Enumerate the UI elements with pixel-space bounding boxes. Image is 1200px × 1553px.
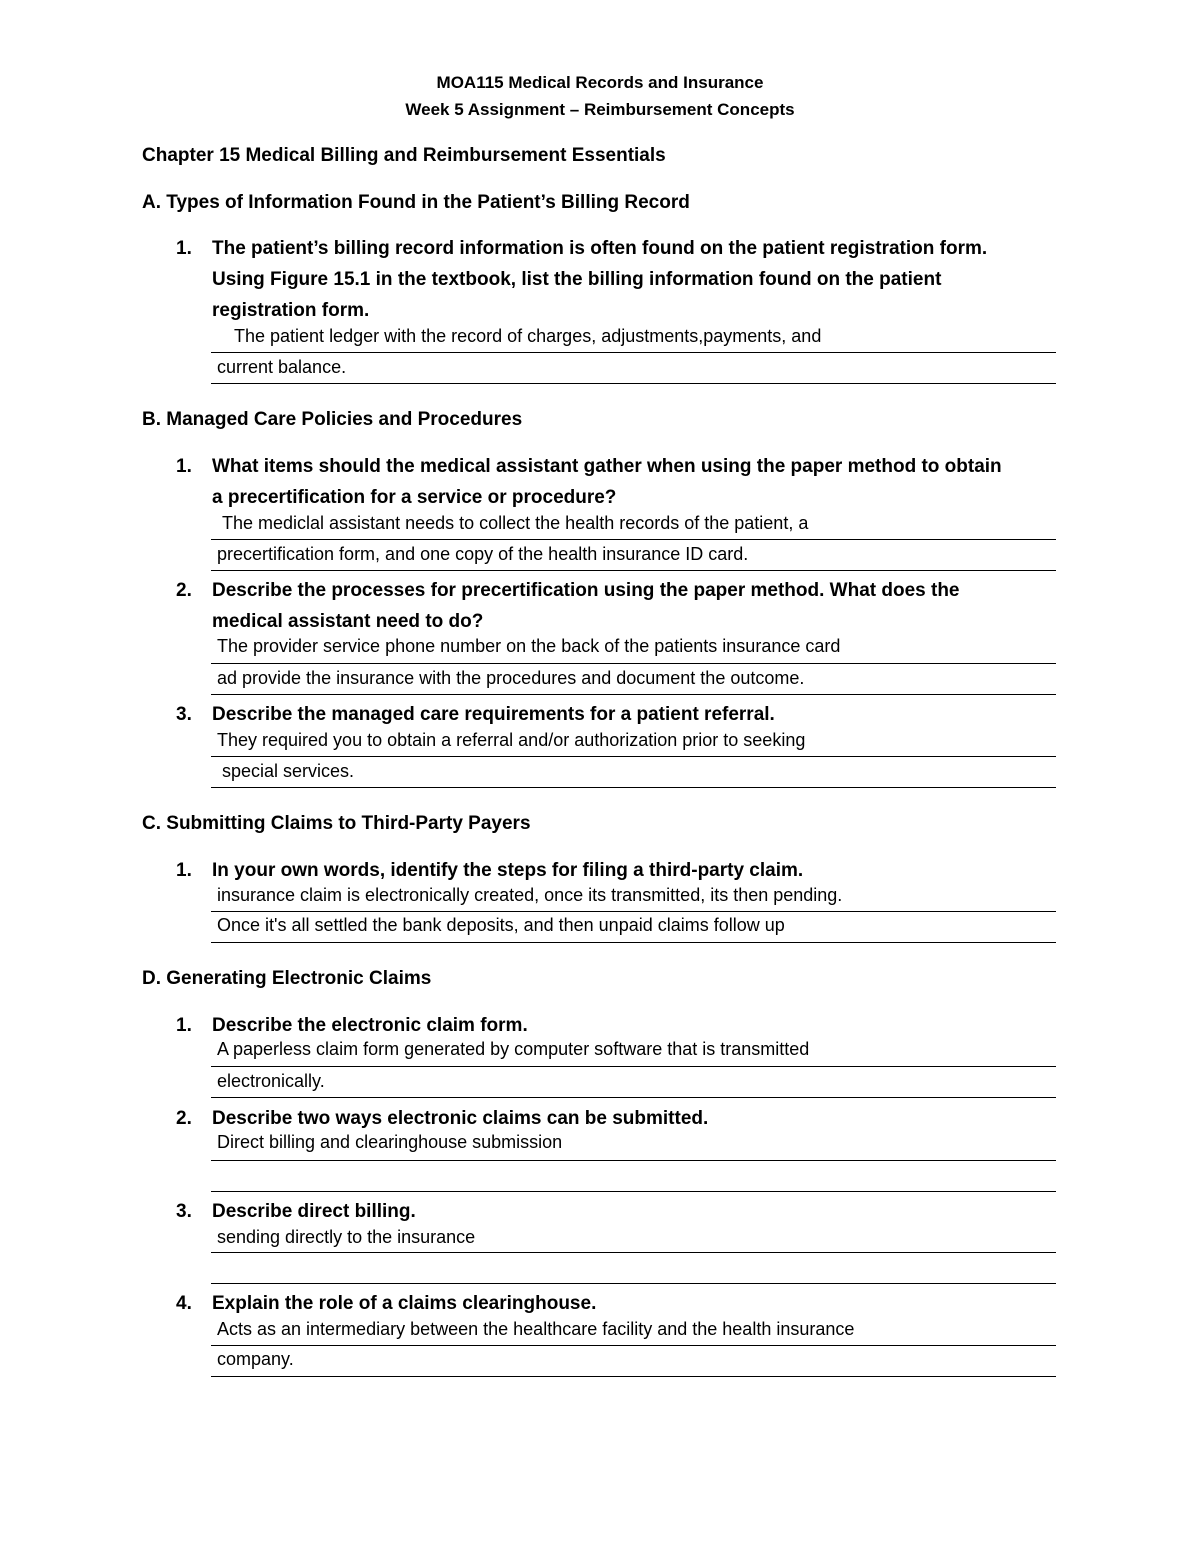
answer-line: Acts as an intermediary between the healthcare facility and the health insurance [217,1319,855,1339]
question-text [212,1010,1062,1041]
answer-rule [211,1191,1056,1192]
answer-line: insurance claim is electronically created, once its transmitted, its then pending. [217,885,843,905]
answer-line: sending directly to the insurance [217,1227,476,1247]
question-number: 3. [176,1201,192,1222]
question-text [212,699,1062,730]
question-line: a precertification for a service or procedure? [212,487,617,508]
answer-line: The patient ledger with the record of charges, adjustments,payments, and [234,326,822,346]
section-b-heading: B. Managed Care Policies and Procedures [142,409,523,430]
question-text [212,575,1062,637]
question-number: 4. [176,1293,192,1314]
question-line: registration form. [212,300,370,321]
answer-rule [211,1283,1056,1284]
answer-rule [211,1252,1056,1253]
question-number: 1. [176,238,192,259]
question-line: Describe direct billing. [212,1201,416,1222]
question-line: The patient’s billing record information is often found on the patient registration form. [212,238,988,259]
answer-line: current balance. [217,357,347,377]
question-text [212,233,1062,326]
question-line: Describe the electronic claim form. [212,1015,528,1036]
answer-rule [211,539,1056,540]
answer-rule [211,1345,1056,1346]
answer-rule [211,787,1056,788]
question-number: 2. [176,580,192,601]
answer-line: The provider service phone number on the back of the patients insurance card [217,636,841,656]
answer-line: Once it's all settled the bank deposits, and then unpaid claims follow up [217,915,785,935]
question-line: medical assistant need to do? [212,611,484,632]
course-title: MOA115 Medical Records and Insurance [436,73,764,92]
answer-rule [211,694,1056,695]
answer-rule [211,383,1056,384]
answer-rule [211,1066,1056,1067]
question-number: 1. [176,456,192,477]
answer-line: They required you to obtain a referral and/or authorization prior to seeking [217,730,806,750]
answer-line: The mediclal assistant needs to collect the health records of the patient, a [222,513,809,533]
question-line: In your own words, identify the steps for filing a third-party claim. [212,860,804,881]
question-number: 1. [176,1015,192,1036]
assignment-title: Week 5 Assignment – Reimbursement Concepts [405,100,795,119]
answer-rule [211,1097,1056,1098]
chapter-heading: Chapter 15 Medical Billing and Reimbursement Essentials [142,145,666,166]
answer-rule [211,570,1056,571]
answer-rule [211,756,1056,757]
answer-line: precertification form, and one copy of the health insurance ID card. [217,544,749,564]
answer-line: ad provide the insurance with the procedures and document the outcome. [217,668,805,688]
answer-line: A paperless claim form generated by computer software that is transmitted [217,1039,810,1059]
question-line: Describe two ways electronic claims can be submitted. [212,1108,709,1129]
answer-rule [211,663,1056,664]
question-line: Describe the processes for precertification using the paper method. What does the [212,580,960,601]
question-number: 2. [176,1108,192,1129]
answer-rule [211,942,1056,943]
answer-rule [211,352,1056,353]
answer-rule [211,1160,1056,1161]
question-line: What items should the medical assistant gather when using the paper method to obtain [212,456,1002,477]
answer-line: Direct billing and clearinghouse submission [217,1132,563,1152]
answer-rule [211,911,1056,912]
section-d-heading: D. Generating Electronic Claims [142,968,432,989]
section-a-heading: A. Types of Information Found in the Patient’s Billing Record [142,192,690,213]
question-number: 3. [176,704,192,725]
question-text [212,451,1062,513]
question-line: Describe the managed care requirements for a patient referral. [212,704,775,725]
answer-line: special services. [222,761,355,781]
answer-rule [211,1376,1056,1377]
question-line: Explain the role of a claims clearinghouse. [212,1293,597,1314]
question-line: Using Figure 15.1 in the textbook, list the billing information found on the patient [212,269,942,290]
question-text [212,855,1062,886]
question-text [212,1103,1062,1134]
answer-line: electronically. [217,1071,325,1091]
answer-line: company. [217,1349,294,1369]
question-number: 1. [176,860,192,881]
question-text [212,1288,1062,1319]
question-text [212,1196,1062,1227]
section-c-heading: C. Submitting Claims to Third-Party Payers [142,813,531,834]
